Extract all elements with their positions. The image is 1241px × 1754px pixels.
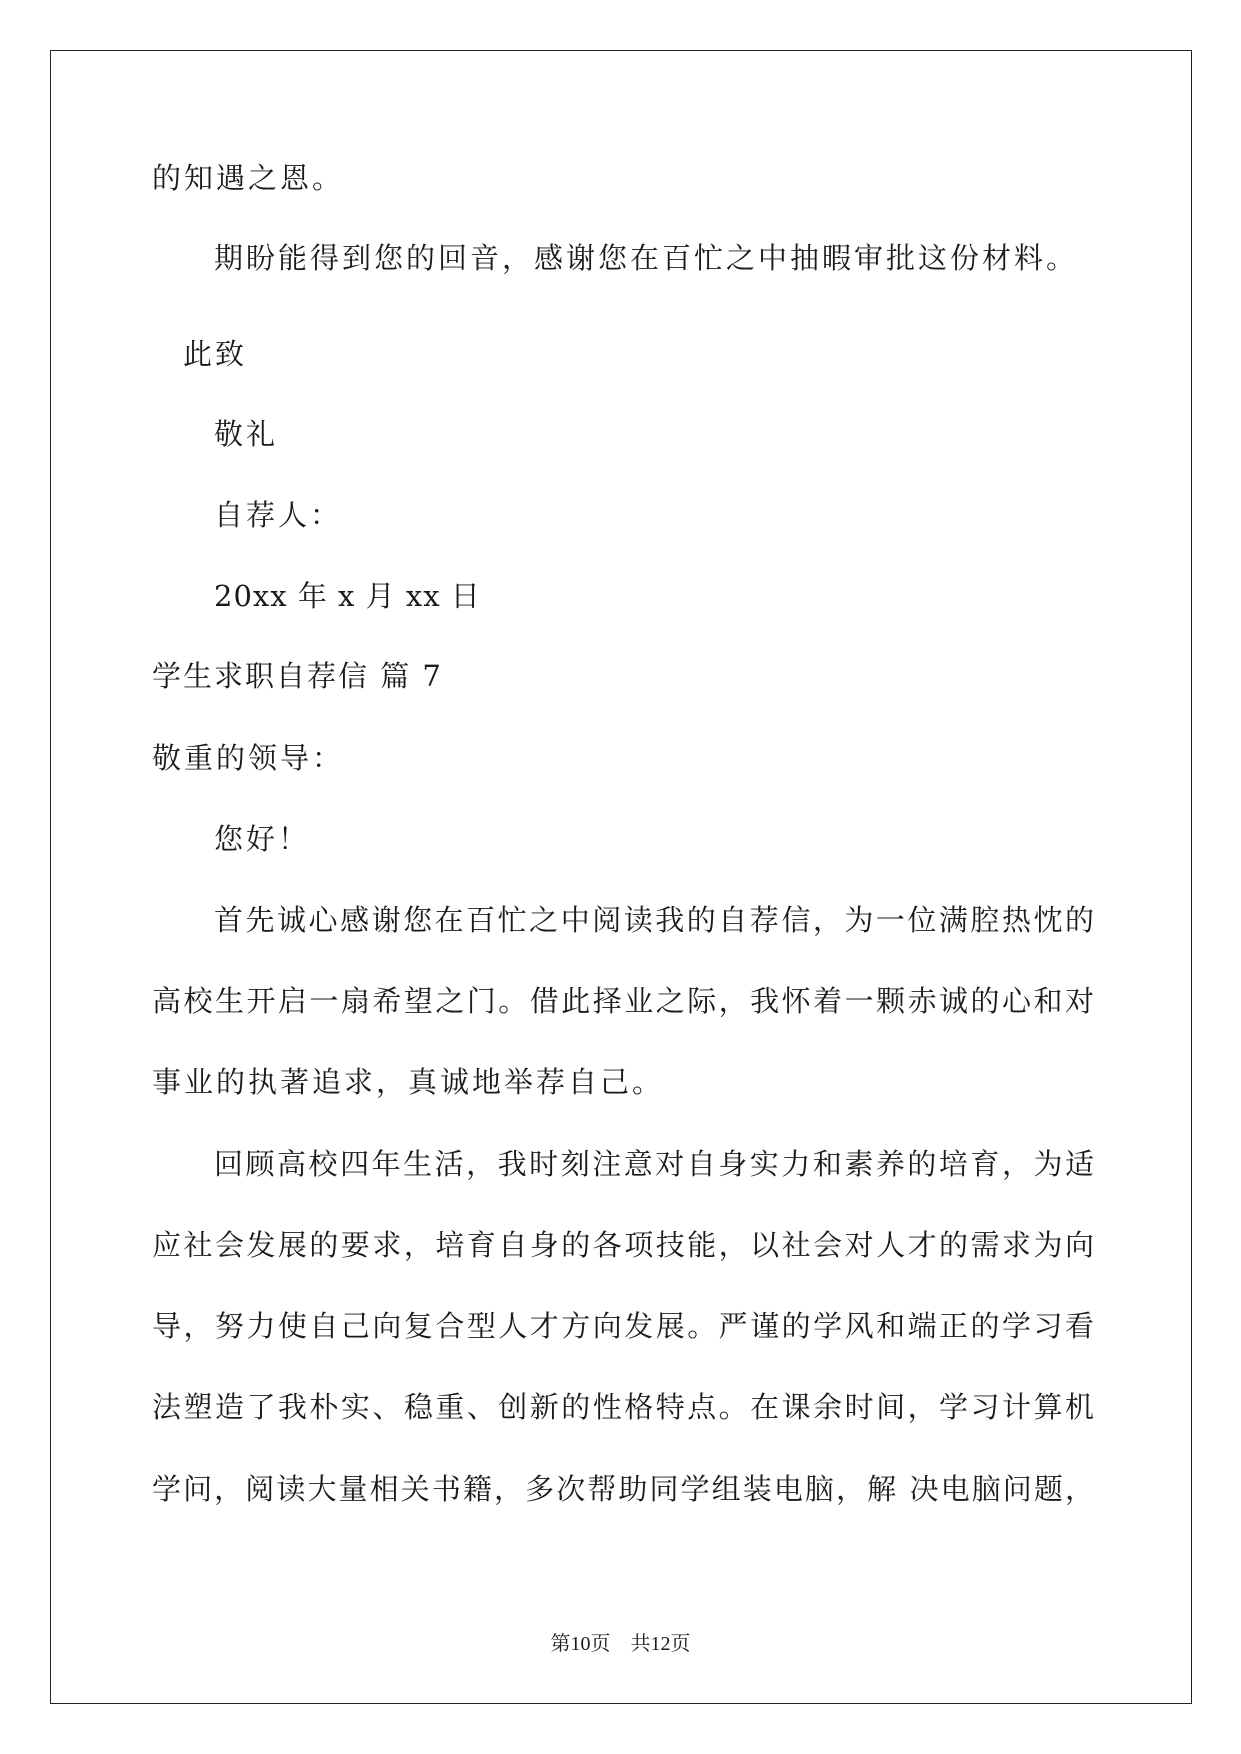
paragraph-2-line-5: 学问，阅读大量相关书籍，多次帮助同学组装电脑，解 决电脑问题，	[152, 1472, 1094, 1506]
paragraph-2-line-2: 应社会发展的要求，培育自身的各项技能，以社会对人才的需求为向	[152, 1228, 1094, 1262]
footer-suffix: 页	[670, 1631, 691, 1655]
paragraph-1-line-3: 事业的执著追求，真诚地举荐自己。	[152, 1065, 665, 1099]
signature-label: 自荐人：	[214, 498, 343, 532]
salutation: 敬重的领导：	[152, 741, 345, 775]
text-line-1: 的知遇之恩。	[152, 161, 345, 195]
page-footer	[0, 1630, 1241, 1657]
footer-prefix: 第	[550, 1631, 571, 1655]
paragraph-1-line-2: 高校生开启一扇希望之门。借此择业之际，我怀着一颗赤诚的心和对	[152, 984, 1094, 1018]
section-heading: 学生求职自荐信 篇 7	[152, 659, 443, 693]
footer-current-page: 10	[570, 1633, 591, 1655]
page-border	[50, 50, 1192, 1704]
paragraph-2-line-4: 法塑造了我朴实、稳重、创新的性格特点。在课余时间，学习计算机	[152, 1390, 1094, 1424]
text-line-2: 期盼能得到您的回音，感谢您在百忙之中抽暇审批这份材料。	[214, 241, 1079, 275]
greeting: 您好！	[214, 822, 311, 856]
closing-respect: 敬礼	[214, 417, 279, 451]
paragraph-2-line-1: 回顾高校四年生活，我时刻注意对自身实力和素养的培育，为适	[214, 1147, 1094, 1181]
footer-mid: 页 共	[590, 1631, 651, 1655]
footer-total-pages: 12	[650, 1633, 671, 1655]
closing-salutation: 此致	[183, 337, 248, 371]
paragraph-1-line-1: 首先诚心感谢您在百忙之中阅读我的自荐信，为一位满腔热忱的	[214, 903, 1094, 937]
paragraph-2-line-3: 导，努力使自己向复合型人才方向发展。严谨的学风和端正的学习看	[152, 1309, 1094, 1343]
date-line: 20xx 年 x 月 xx 日	[214, 579, 481, 613]
